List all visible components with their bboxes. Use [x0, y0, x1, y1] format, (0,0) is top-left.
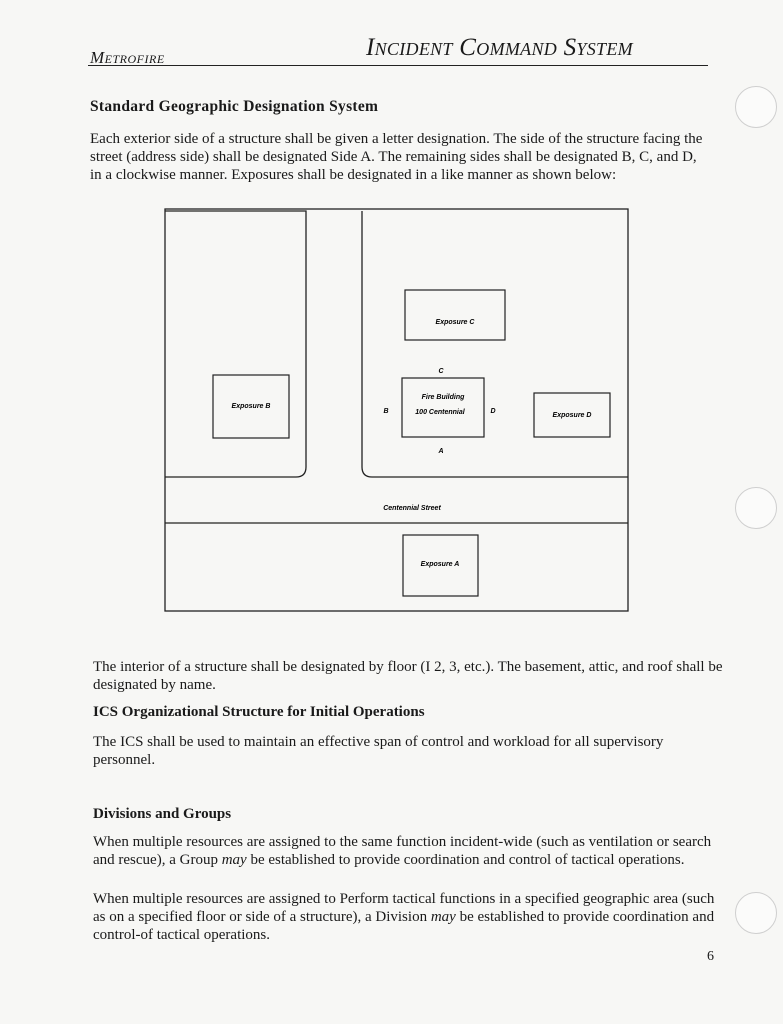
exposure-c-box [405, 290, 505, 340]
side-b-label: B [383, 408, 389, 415]
ics-heading: ICS Organizational Structure for Initial Operations [93, 704, 425, 720]
exposure-c-label: Exposure C [435, 319, 475, 326]
exposure-a-label: Exposure A [420, 561, 460, 568]
fire-building-box [402, 378, 484, 437]
geo-paragraph: Each exterior side of a structure shall be given a letter designation. The side of the structure facing the street (address side) shall be designated Side A. The remaining sides shall be designated B, C, and D, in a clockwise manner. Exposures shall be designated in a like manner as shown below: [90, 131, 703, 183]
exposure-d-label: Exposure D [552, 412, 592, 419]
divisions-paragraph-2 [93, 890, 721, 944]
fire-building-label-line1: Fire Building [421, 394, 465, 401]
divisions-heading: Divisions and Groups [93, 806, 232, 822]
diagram-frame [165, 209, 628, 611]
divisions-paragraph-2-emphasis: may [430, 909, 456, 925]
exposure-b-label: Exposure B [231, 403, 271, 410]
ics-paragraph: The ICS shall be used to maintain an effective span of control and workload for all supervisory personnel. [93, 734, 664, 768]
fire-building-label-line2: 100 Centennial [415, 409, 465, 416]
header-rule [88, 65, 708, 66]
punch-hole-bottom [735, 892, 777, 934]
divisions-paragraph-1-emphasis: may [221, 852, 247, 868]
left-block [165, 211, 306, 477]
divisions-paragraph-2-text-b: be established to provide coordination and control-of tactical operations. [93, 909, 715, 943]
page-number: 6 [707, 949, 714, 964]
interior-paragraph: The interior of a structure shall be designated by floor (I 2, 3, etc.). The basement, attic, and roof shall be designated by name. [93, 659, 723, 693]
punch-hole-middle [735, 487, 777, 529]
divisions-paragraph-1-text-a: When multiple resources are assigned to the same function incident-wide (such as ventilation or search and rescue), a Group [93, 834, 712, 868]
header-right-title: Incident Command System [366, 34, 633, 61]
geographic-designation-diagram [160, 205, 635, 615]
geo-heading: Standard Geographic Designation System [90, 98, 379, 115]
punch-hole-top [735, 86, 777, 128]
divisions-paragraph-2-text-a: When multiple resources are assigned to Perform tactical functions in a specified geographic area (such as on a specified floor or side of a structure), a Division [93, 891, 715, 925]
divisions-paragraph-1-text-b: be established to provide coordination and control of tactical operations. [246, 852, 685, 868]
side-d-label: D [490, 408, 496, 415]
side-c-label: C [438, 368, 444, 375]
header-left-title: Metrofire [90, 48, 165, 67]
street-label: Centennial Street [383, 505, 441, 512]
side-a-label: A [438, 448, 444, 455]
divisions-paragraph-1 [93, 833, 718, 869]
